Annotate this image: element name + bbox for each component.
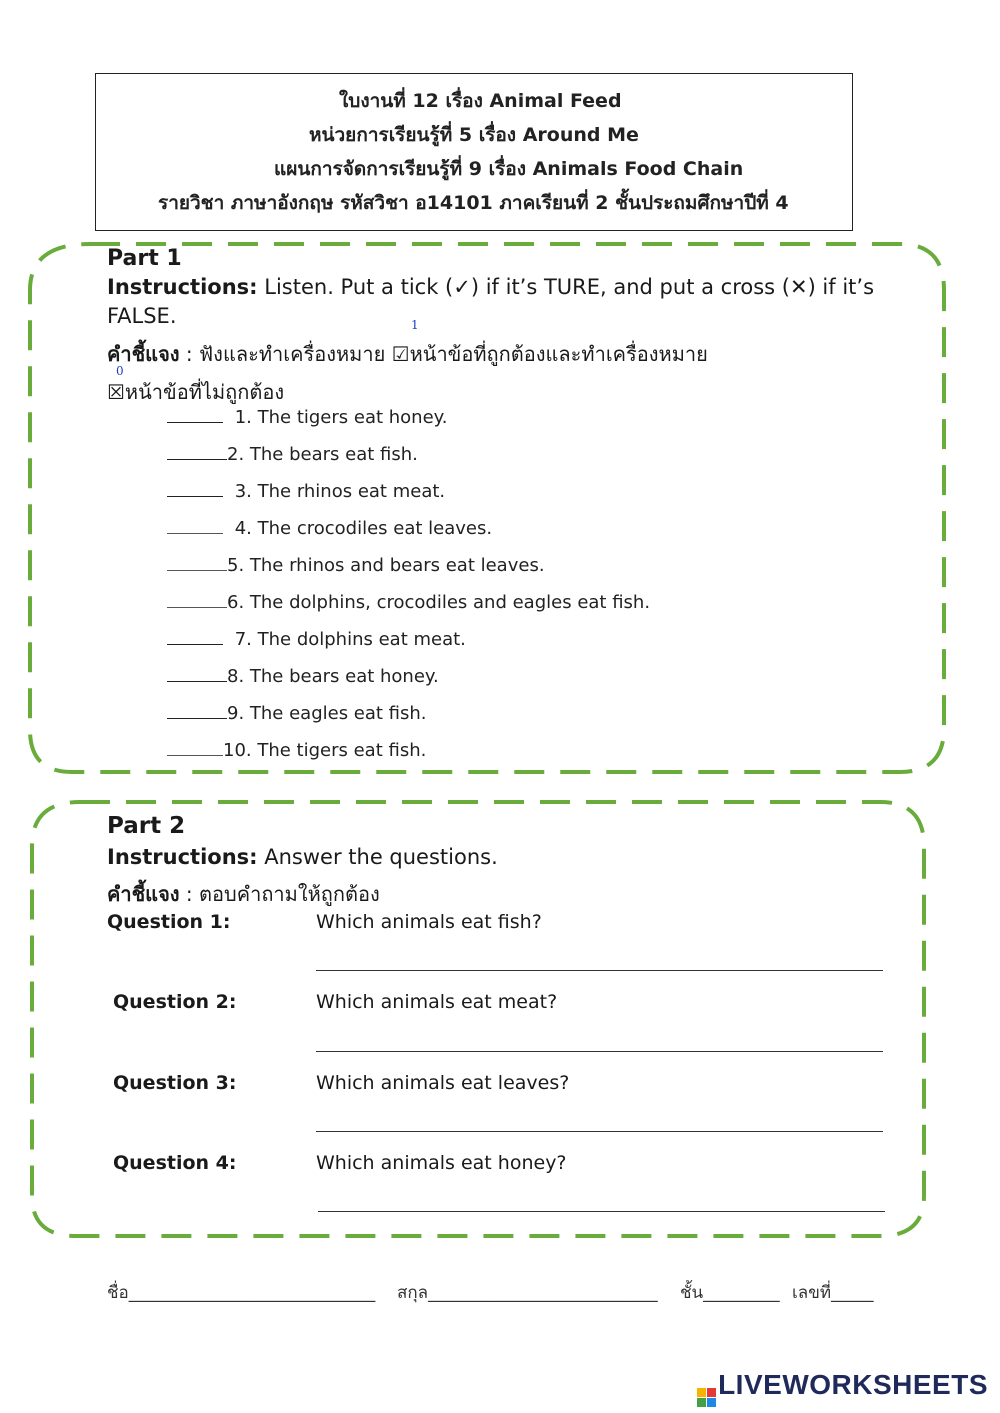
answer-blank[interactable] [167, 495, 223, 497]
footer-surname-field[interactable]: สกุล___________________________ [397, 1283, 658, 1303]
answer-blank[interactable] [167, 680, 227, 682]
question-2-answer-line[interactable] [316, 1051, 883, 1052]
part1-instructions-text: Listen. Put a tick (✓) if it’s TURE, and put a cross (✕) if it’s [257, 275, 875, 299]
liveworksheets-logo[interactable] [697, 1369, 988, 1407]
part2-instructions-text: Answer the questions. [257, 845, 498, 869]
question-1-answer-line[interactable] [316, 970, 883, 971]
logo-icon [697, 1388, 716, 1407]
answer-blank[interactable] [167, 606, 227, 608]
answer-blank[interactable] [167, 458, 227, 460]
part1-title: Part 1 [107, 246, 182, 271]
question-4-text: Which animals eat honey? [316, 1152, 567, 1174]
question-4-label: Question 4: [113, 1152, 237, 1174]
part2-title: Part 2 [107, 813, 186, 839]
list-item: 1. The tigers eat honey. [167, 407, 447, 428]
part2-thai-label: คำชี้แจง [107, 882, 180, 906]
list-item: 6. The dolphins, crocodiles and eagles eat fish. [167, 592, 650, 613]
list-item: 9. The eagles eat fish. [167, 703, 427, 724]
part2-instructions [107, 845, 498, 869]
part1-thai-instructions-cont: ☒หน้าข้อที่ไม่ถูกต้อง [107, 380, 285, 404]
question-3-text: Which animals eat leaves? [316, 1072, 570, 1094]
question-1-label: Question 1: [107, 911, 231, 933]
footer-class-field[interactable]: ชั้น_________ [680, 1283, 780, 1303]
question-3-label: Question 3: [113, 1072, 237, 1094]
part2-thai-text: : ตอบคำถามให้ถูกต้อง [179, 882, 380, 906]
header-lesson-plan: แผนการจัดการเรียนรู้ที่ 9 เรื่อง Animals Food Chain [274, 158, 744, 180]
answer-blank[interactable] [167, 532, 223, 534]
part1-instructions [107, 275, 874, 299]
part1-thai-label: คำชี้แจง [107, 342, 180, 366]
answer-blank[interactable] [167, 421, 223, 423]
answer-blank[interactable] [167, 643, 223, 645]
header-unit: หน่วยการเรียนรู้ที่ 5 เรื่อง Around Me [309, 124, 639, 146]
false-marker-number: 0 [116, 364, 124, 378]
list-item: 3. The rhinos eat meat. [167, 481, 445, 502]
part2-thai-instructions [107, 878, 380, 910]
list-item: 10. The tigers eat fish. [167, 740, 426, 761]
logo-text: LIVEWORKSHEETS [718, 1369, 988, 1400]
part2-instructions-label: Instructions: [107, 845, 258, 869]
list-item: 5. The rhinos and bears eat leaves. [167, 555, 545, 576]
list-item: 7. The dolphins eat meat. [167, 629, 466, 650]
part1-thai-text: : ฟังและทำเครื่องหมาย ☑หน้าข้อที่ถูกต้องและทำเครื่องหมาย [179, 342, 708, 366]
list-item: 8. The bears eat honey. [167, 666, 439, 687]
header-worksheet-title: ใบงานที่ 12 เรื่อง Animal Feed [339, 90, 622, 112]
question-1-text: Which animals eat fish? [316, 911, 542, 933]
answer-blank[interactable] [167, 717, 227, 719]
question-3-answer-line[interactable] [316, 1131, 883, 1132]
part1-thai-instructions [107, 338, 708, 370]
question-2-label: Question 2: [113, 991, 237, 1013]
list-item: 4. The crocodiles eat leaves. [167, 518, 492, 539]
header-subject: รายวิชา ภาษาอังกฤษ รหัสวิชา อ14101 ภาคเรียนที่ 2 ชั้นประถมศึกษาปีที่ 4 [158, 192, 789, 214]
question-4-answer-line[interactable] [318, 1211, 885, 1212]
answer-blank[interactable] [167, 754, 223, 756]
question-2-text: Which animals eat meat? [316, 991, 558, 1013]
true-marker-number: 1 [411, 318, 419, 332]
footer-number-field[interactable]: เลขที่_____ [792, 1283, 874, 1303]
footer-name-field[interactable]: ชื่อ_____________________________ [107, 1283, 376, 1303]
list-item: 2. The bears eat fish. [167, 444, 418, 465]
answer-blank[interactable] [167, 569, 227, 571]
part1-instructions-label: Instructions: [107, 275, 258, 299]
part1-instructions-cont: FALSE. [107, 304, 177, 328]
